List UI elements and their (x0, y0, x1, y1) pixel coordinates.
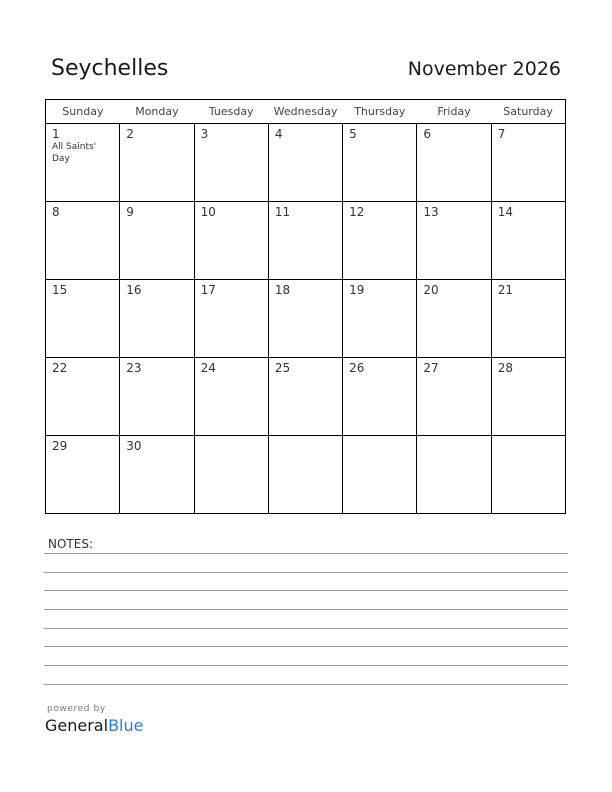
calendar-day-cell (268, 280, 342, 358)
note-line (44, 572, 568, 573)
day-number: 14 (497, 205, 513, 219)
day-number: 23 (126, 361, 142, 375)
calendar-day-cell (491, 202, 565, 280)
calendar-day-cell (46, 202, 120, 280)
day-number: 19 (349, 283, 365, 297)
month-year-title: November 2026 (407, 58, 561, 80)
day-number: 12 (349, 205, 365, 219)
calendar-day-cell (343, 202, 417, 280)
calendar-day-cell (120, 202, 194, 280)
calendar-day-cell (343, 280, 417, 358)
day-number: 1 (52, 127, 60, 141)
note-line (44, 665, 568, 666)
calendar-day-cell (343, 358, 417, 436)
holiday-label: All Saints' Day (52, 142, 97, 164)
day-number: 22 (52, 361, 68, 375)
brand-name (45, 716, 143, 735)
weekday-friday: Friday (417, 100, 491, 124)
calendar-day-cell (491, 124, 565, 202)
calendar-day-cell (417, 124, 491, 202)
calendar-day-cell (120, 124, 194, 202)
powered-by-text: powered by (47, 704, 106, 714)
calendar-day-cell (194, 124, 268, 202)
day-number: 15 (52, 283, 68, 297)
day-number: 6 (423, 127, 432, 141)
day-number: 13 (423, 205, 439, 219)
country-title: Seychelles (51, 56, 169, 81)
day-number: 5 (349, 127, 357, 141)
note-line (44, 646, 568, 647)
day-number: 4 (274, 127, 283, 141)
calendar-day-cell (46, 124, 120, 202)
calendar-day-cell (120, 436, 194, 514)
day-number: 27 (423, 361, 439, 375)
weekday-sunday: Sunday (46, 100, 120, 124)
day-number: 18 (274, 283, 291, 297)
notes-label: NOTES: (48, 537, 93, 551)
weekday-header-row (46, 100, 566, 124)
note-line (44, 684, 568, 685)
calendar-grid (45, 99, 566, 514)
calendar-day-cell (46, 436, 120, 514)
calendar-week-row (46, 124, 566, 202)
calendar-day-cell (343, 436, 417, 514)
weekday-tuesday: Tuesday (194, 100, 268, 124)
calendar-day-cell (268, 358, 342, 436)
day-number: 7 (497, 127, 506, 141)
day-number: 9 (126, 205, 134, 219)
day-number: 17 (200, 283, 216, 297)
note-line (44, 590, 568, 591)
calendar-day-cell (120, 358, 194, 436)
weekday-saturday: Saturday (491, 100, 565, 124)
calendar-week-row (46, 202, 566, 280)
day-number: 26 (349, 361, 365, 375)
day-number: 11 (274, 205, 291, 219)
calendar-day-cell (194, 202, 268, 280)
calendar-week-row (46, 280, 566, 358)
brand-general-text: General (45, 716, 109, 735)
weekday-thursday: Thursday (343, 100, 417, 124)
day-number: 25 (274, 361, 291, 375)
calendar-day-cell (343, 124, 417, 202)
calendar-day-cell (194, 436, 268, 514)
day-number: 2 (126, 127, 134, 141)
calendar-day-cell (417, 280, 491, 358)
calendar-day-cell (491, 280, 565, 358)
brand-blue-text: Blue (108, 716, 144, 735)
calendar-day-cell (194, 358, 268, 436)
day-number: 21 (497, 283, 513, 297)
note-line (44, 553, 568, 554)
day-number: 20 (423, 283, 439, 297)
calendar-day-cell (417, 436, 491, 514)
day-number: 3 (200, 127, 209, 141)
calendar-day-cell (194, 280, 268, 358)
day-number: 10 (200, 205, 216, 219)
calendar-day-cell (120, 280, 194, 358)
calendar-week-row (46, 436, 566, 514)
calendar-day-cell (268, 436, 342, 514)
note-line (44, 628, 568, 629)
day-number: 30 (126, 439, 142, 453)
generalblue-logo (45, 704, 143, 735)
day-number: 8 (52, 205, 60, 219)
day-number: 29 (52, 439, 68, 453)
day-number: 16 (126, 283, 142, 297)
calendar-day-cell (268, 124, 342, 202)
calendar-day-cell (417, 202, 491, 280)
calendar-day-cell (46, 280, 120, 358)
day-number: 28 (497, 361, 513, 375)
calendar-day-cell (268, 202, 342, 280)
calendar-day-cell (491, 358, 565, 436)
day-number: 24 (200, 361, 216, 375)
weekday-wednesday: Wednesday (268, 100, 342, 124)
weekday-monday: Monday (120, 100, 194, 124)
note-line (44, 609, 568, 610)
calendar-day-cell (417, 358, 491, 436)
calendar-day-cell (46, 358, 120, 436)
calendar-day-cell (491, 436, 565, 514)
calendar-week-row (46, 358, 566, 436)
